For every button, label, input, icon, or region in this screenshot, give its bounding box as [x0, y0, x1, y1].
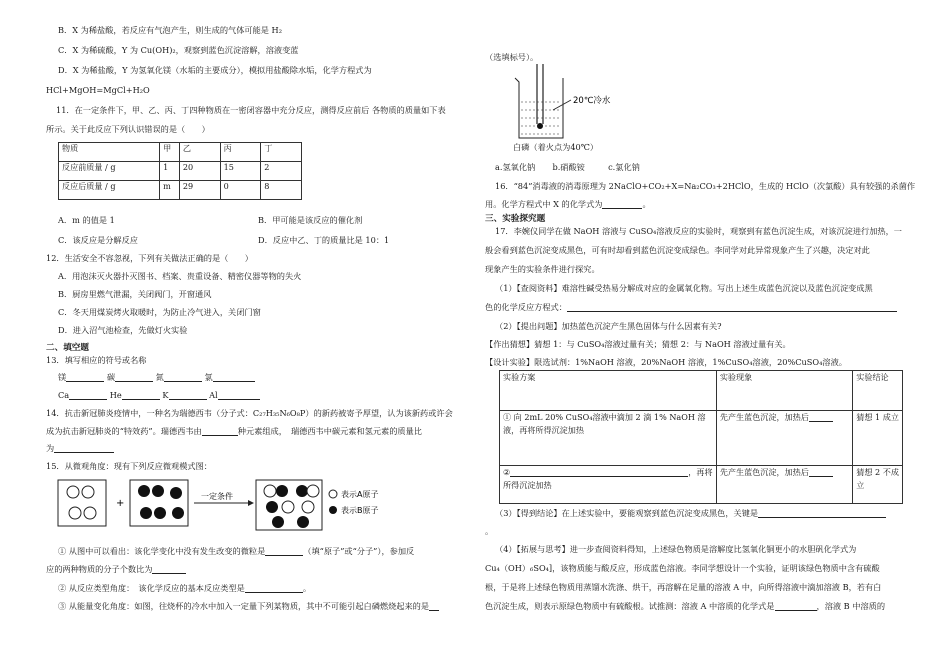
table-cell: 猜想 1 成立	[853, 411, 903, 466]
q10-equation: HCl+MgOH=MgCl+H₂O	[46, 85, 150, 95]
b-atom	[140, 507, 152, 519]
q13-row1	[58, 372, 255, 383]
q17-part4-line3: 根，于是将上述绿色物质用蒸馏水洗涤、烘干，再溶解在足量的溶液 A 中，向所得溶液中滴加溶液 B，若有白	[485, 582, 882, 592]
table-cell: 物质	[59, 143, 160, 162]
q12-option-d: D．进入沼气池检查，先做灯火实验	[58, 325, 188, 335]
q17-part3-end: 。	[485, 526, 494, 536]
reactant-a-box	[58, 480, 106, 526]
q17-text: 色的化学反应方程式：	[485, 302, 567, 312]
q16-line1: 16．“84”消毒液的消毒原理为 2NaClO+CO₂+X=Na₂CO₃+2HClO，生成的 HClO（次氯酸）具有较强的杀菌作	[495, 181, 916, 191]
answer-blank[interactable]	[758, 508, 886, 518]
answer-blank[interactable]	[169, 390, 207, 400]
table-cell: 29	[179, 181, 220, 200]
q12-option-a: A．用泡沫灭火器扑灭图书、档案、贵重设备、精密仪器等物的失火	[58, 271, 302, 281]
answer-blank[interactable]	[66, 372, 104, 382]
q15-text: ① 从图中可以看出：该化学变化中没有发生改变的微粒是	[58, 546, 266, 556]
cell-text: 先产生蓝色沉淀，加热后	[719, 412, 809, 422]
q17-line2: 般会看到蓝色沉淀变成黑色，可有时却看到蓝色沉淀变成绿色。李同学对此异常现象产生了兴趣，决定对此	[485, 245, 870, 255]
q11-mass-table	[58, 142, 302, 200]
q13-symbol: 镁	[58, 372, 67, 382]
answer-blank[interactable]	[429, 601, 439, 611]
q16-text: 用。化学方程式中 X 的化学式为	[485, 199, 603, 209]
arrow-head	[248, 500, 254, 506]
q17-line3: 现象产生的实验条件进行探究。	[485, 264, 600, 274]
a-atom	[82, 486, 94, 498]
b-atom	[272, 516, 284, 528]
option-b: b.硝酸铵	[552, 162, 585, 172]
b-atom	[172, 507, 184, 519]
q17-part1-line2	[485, 302, 897, 313]
q17-text: 色沉淀生成，则表示原绿色物质中有硫酸根。试推测：溶液 A 中溶质的化学式是	[485, 601, 775, 611]
table-header: 实验方案	[500, 371, 717, 411]
q14-text: 种元素组成， 瑞德西韦中碳元素和氢元素的质量比	[237, 426, 422, 436]
table-cell: 15	[220, 162, 261, 181]
reaction-micro-diagram	[58, 477, 379, 537]
q17-text: ，溶液 B 中溶质的	[816, 601, 886, 611]
q11-text-line2: 所示。关于此反应下列认识错误的是（ ）	[46, 124, 210, 134]
q13-symbol: Al	[209, 390, 218, 400]
answer-blank[interactable]	[510, 467, 688, 477]
answer-blank[interactable]	[265, 546, 303, 556]
q14-text: 成为抗击新冠肺炎的“特效药”。瑞德西韦由	[46, 426, 202, 436]
table-cell: 反应后质量 / g	[59, 181, 160, 200]
answer-blank[interactable]	[122, 390, 160, 400]
water-texture	[521, 102, 561, 134]
reaction-condition: 一定条件	[201, 492, 233, 501]
q15-text: ② 从反应类型角度： 该化学反应的基本反应类型是	[58, 583, 245, 593]
legend-b-atom	[329, 506, 337, 514]
q13-symbol: He	[109, 390, 122, 400]
q12-option-c: C．冬天用煤炭烤火取暖时，为防止冷气进入，关闭门窗	[58, 307, 261, 317]
answer-blank[interactable]	[152, 564, 186, 574]
q14-text: 为	[46, 443, 55, 453]
q11-option-a: A．m 的值是 1	[58, 215, 115, 225]
q17-part4-line2: Cu₄（OH）₆SO₄]，该物质能与酸反应，形成蓝色溶液。李同学想设计一个实验，证明该绿色物质中含有硫酸	[485, 563, 880, 573]
q13-symbol: Ca	[58, 390, 70, 400]
table-cell: 1	[160, 162, 180, 181]
answer-blank[interactable]	[775, 601, 817, 611]
q15-part2: ② 从反应类型角度： 该化学反应的基本反应类型是 。	[58, 583, 312, 593]
a-atom	[69, 507, 81, 519]
q17-part1-line1: （1）【查阅资料】难溶性碱受热易分解成对应的金属氧化物。写出上述生成蓝色沉淀以及蓝色沉淀变成黑	[495, 283, 873, 293]
legend-a-atom	[329, 490, 337, 498]
q11-option-c: C．该反应是分解反应	[58, 235, 138, 245]
q15-text: （填“原子”或“分子”），参加反	[303, 546, 415, 556]
q15-options	[495, 162, 640, 173]
q14-text-line2	[46, 426, 422, 437]
table-header: 实验结论	[853, 371, 903, 411]
q13-symbol: 氮	[155, 372, 164, 382]
q16-line2: 用。化学方程式中 X 的化学式为 。	[485, 199, 651, 209]
option-a: a.氢氧化钠	[495, 162, 536, 172]
q17-part3	[495, 508, 886, 519]
q12-text: 12．生活安全不容忽视，下列有关做法正确的是（ ）	[46, 253, 253, 263]
table-cell: 8	[261, 181, 302, 200]
option-c: c.氯化钠	[608, 162, 640, 172]
a-atom	[302, 501, 314, 513]
table-cell: 甲	[160, 143, 180, 162]
answer-blank[interactable]	[202, 426, 238, 436]
answer-blank[interactable]	[218, 390, 260, 400]
answer-blank[interactable]	[809, 467, 833, 477]
legend-b-label: 表示B原子	[341, 506, 379, 515]
table-cell: 反应前质量 / g	[59, 162, 160, 181]
answer-blank[interactable]	[213, 372, 255, 382]
table-cell: 丙	[220, 143, 261, 162]
cell-text: 先产生蓝色沉淀，加热后	[719, 467, 809, 477]
b-atom	[296, 485, 308, 497]
a-atom	[67, 486, 79, 498]
q15-part3	[58, 601, 439, 612]
table-cell: 20	[179, 162, 220, 181]
plus-sign: +	[116, 498, 125, 509]
q13-symbol: 碳	[106, 372, 116, 382]
table-cell: 猜想 2 不成立	[853, 466, 903, 504]
label-leader	[553, 100, 571, 110]
answer-blank[interactable]	[54, 443, 114, 453]
q12-option-b: B．厨房里燃气泄漏，关闭阀门，开窗通风	[58, 289, 212, 299]
a-atom	[282, 501, 294, 513]
q17-part2: （2）【提出问题】加热蓝色沉淀产生黑色固体与什么因素有关?	[495, 321, 722, 331]
answer-blank[interactable]	[567, 302, 897, 312]
table-cell	[500, 466, 717, 504]
beaker-figure	[513, 62, 653, 152]
table-cell: 0	[220, 181, 261, 200]
q11-option-d: D．反应中乙、丁的质量比是 10：1	[258, 235, 390, 245]
q15-option-note: （选填标号）。	[485, 52, 539, 62]
q13-text: 13．填写相应的符号或名称	[46, 355, 147, 365]
b-atom	[297, 516, 309, 528]
q17-line1: 17．李婉仪同学在做 NaOH 溶液与 CuSO₄溶液反应的实验时，观察到有蓝色沉淀生成，对该沉淀进行加热，一	[495, 226, 902, 236]
section-experiment-heading: 三、实验探究题	[485, 214, 546, 224]
q15-text: 15．从微观角度：现有下列反应微观模式图：	[46, 461, 212, 471]
q15-text: ③ 从能量变化角度：如图，往烧杯的冷水中加入一定量下列某物质，其中不可能引起白磷燃烧起来的是	[58, 601, 430, 611]
b-atom	[170, 487, 182, 499]
b-atom	[152, 485, 164, 497]
q11-text-line1: 11．在一定条件下，甲、乙、丙、丁四种物质在一密闭容器中充分反应，测得反应前后 各物质的质量如下表	[56, 105, 446, 115]
b-atom	[138, 485, 150, 497]
answer-blank[interactable]	[164, 372, 202, 382]
q17-part4-line4	[485, 601, 885, 612]
a-atom	[84, 507, 96, 519]
section-fill-in-heading: 二、填空题	[46, 343, 89, 353]
table-cell: 2	[261, 162, 302, 181]
water-label: 20℃冷水	[573, 96, 611, 106]
answer-blank[interactable]	[245, 583, 303, 593]
q15-text: 应的两种物质的分子个数比为	[46, 564, 153, 574]
q14-text-line3	[46, 443, 114, 454]
table-cell: 丁	[261, 143, 302, 162]
a-atom	[264, 485, 276, 497]
table-cell: 乙	[179, 143, 220, 162]
table-cell: ① 向 2mL 20% CuSO₄溶液中滴加 2 滴 1% NaOH 溶液，再将所得沉淀加热	[500, 411, 717, 466]
q10-option-d: D．X 为稀盐酸，Y 为氢氧化镁（水垢的主要成分），模拟用盐酸除水垢，化学方程式为	[58, 65, 372, 75]
q17-text: （3）【得到结论】在上述实验中，要能观察到蓝色沉淀变成黑色，关键是	[495, 508, 759, 518]
q17-hypothesis: 【作出猜想】猜想 1：与 CuSO₄溶液过量有关；猜想 2：与 NaOH 溶液过量有关。	[485, 339, 791, 349]
a-atom	[307, 485, 319, 497]
b-atom	[276, 485, 288, 497]
answer-blank[interactable]	[115, 372, 153, 382]
q15-part1-line2	[46, 564, 186, 575]
table-cell	[716, 411, 852, 466]
q17-design: 【设计实验】限选试剂：1%NaOH 溶液，20%NaOH 溶液，1%CuSO₄溶液，20%CuSO₄溶液。	[485, 357, 847, 367]
q17-part4-line1: （4）【拓展与思考】进一步查阅资料得知，上述绿色物质是溶解度比氢氧化铜更小的水胆矾化学式为	[495, 544, 857, 554]
q13-symbol: 氯	[204, 372, 213, 382]
experiment-table	[499, 370, 903, 504]
table-cell	[716, 466, 852, 504]
b-atom	[154, 507, 166, 519]
q14-text-line1: 14．抗击新冠肺炎疫情中，一种名为瑞德西韦（分子式：C₂₇H₃₅N₆O₈P）的新药被寄予厚望，认为该新药或许会	[46, 408, 453, 418]
answer-blank[interactable]	[602, 199, 642, 209]
cell-text: ，再将所得沉淀加热	[503, 467, 713, 490]
cell-text: ②	[503, 467, 511, 477]
b-atom	[266, 501, 278, 513]
answer-blank[interactable]	[809, 412, 833, 422]
legend-a-label: 表示A原子	[341, 490, 379, 499]
q10-option-b: B．X 为稀盐酸，若反应有气泡产生，则生成的气体可能是 H₂	[58, 25, 282, 35]
q11-option-b: B．甲可能是该反应的催化剂	[258, 215, 363, 225]
table-cell: m	[160, 181, 180, 200]
q15-part1-line1	[58, 546, 414, 557]
phosphorus-label: 白磷（着火点为40℃）	[513, 142, 599, 152]
q13-row2	[58, 390, 260, 401]
q13-symbol: K	[162, 390, 169, 400]
table-header: 实验现象	[716, 371, 852, 411]
answer-blank[interactable]	[69, 390, 107, 400]
q10-option-c: C．X 为稀硫酸，Y 为 Cu(OH)₂，观察到蓝色沉淀溶解，溶液变蓝	[58, 45, 299, 55]
